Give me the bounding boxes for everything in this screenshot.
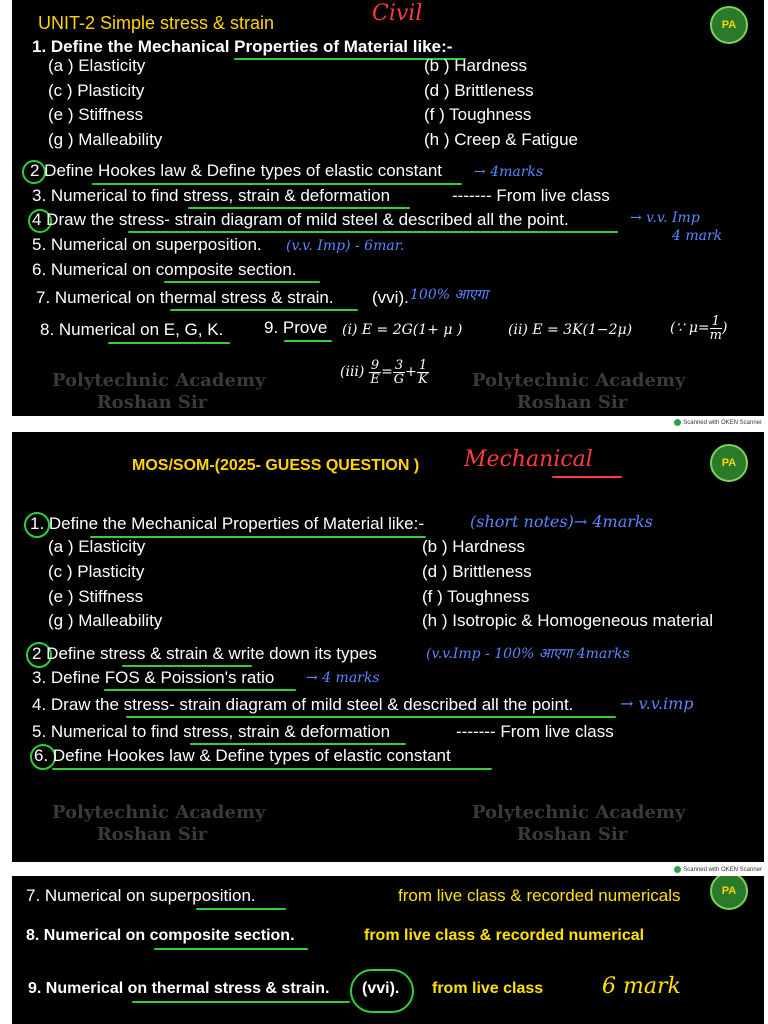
short-notes-note: (short notes)→ 4marks bbox=[470, 512, 653, 531]
underline bbox=[196, 908, 286, 910]
question-5: 5. Numerical on superposition. bbox=[32, 235, 262, 254]
underline bbox=[132, 1001, 350, 1003]
question-2: 2 Define stress & strain & write down its types bbox=[32, 644, 377, 663]
bullet-creep-fatigue: (h ) Creep & Fatigue bbox=[424, 130, 579, 149]
underline bbox=[128, 231, 618, 233]
bullet-malleability: (g ) Malleability bbox=[48, 611, 163, 630]
imp-note: (v.v.Imp - 100% आएगा 4marks bbox=[426, 646, 630, 662]
marks-note: 6 mark bbox=[602, 974, 681, 999]
imp-note: → v.v. Imp bbox=[630, 210, 700, 226]
live-class-note: ------- From live class bbox=[456, 722, 614, 741]
underline bbox=[154, 948, 308, 950]
scanner-stamp: Scanned with OKEN Scanner bbox=[674, 419, 762, 426]
question-1: 1. Define the Mechanical Properties of Material like:- bbox=[32, 37, 453, 56]
bullet-brittleness: (d ) Brittleness bbox=[424, 81, 534, 100]
underline bbox=[284, 340, 332, 342]
recorded-numericals-note: from live class & recorded numericals bbox=[398, 886, 681, 905]
bullet-isotropic: (h ) Isotropic & Homogeneous material bbox=[422, 611, 714, 630]
underline bbox=[190, 743, 406, 745]
question-6: 6. Define Hookes law & Define types of elastic constant bbox=[34, 746, 451, 765]
prove-formula-ii: (ii) E = 3K(1−2μ) bbox=[508, 322, 633, 338]
bullet-stiffness: (e ) Stiffness bbox=[48, 587, 144, 606]
underline bbox=[108, 342, 230, 344]
bullet-brittleness: (d ) Brittleness bbox=[422, 562, 532, 581]
recorded-numerical-note: from live class & recorded numerical bbox=[364, 927, 645, 944]
underline bbox=[170, 309, 358, 311]
poisson-condition: (∵ μ= $\frac{1}{m}$ ) bbox=[670, 313, 728, 343]
bullet-plasticity: (c ) Plasticity bbox=[48, 81, 145, 100]
bullet-hardness: (b ) Hardness bbox=[422, 537, 525, 556]
question-3: 3. Numerical to find stress, strain & deformation bbox=[32, 186, 391, 205]
underline bbox=[122, 665, 252, 667]
academy-logo-icon: PA bbox=[710, 6, 748, 44]
question-4: 4. Draw the stress- strain diagram of mild steel & described all the point. bbox=[32, 695, 574, 714]
underline bbox=[52, 768, 492, 770]
question-9: 9. Numerical on thermal stress & strain. bbox=[28, 980, 330, 997]
bullet-plasticity: (c ) Plasticity bbox=[48, 562, 145, 581]
vvi-tag: (vvi). bbox=[362, 980, 400, 997]
bullet-elasticity: (a ) Elasticity bbox=[48, 56, 146, 75]
academy-logo-icon: PA bbox=[710, 444, 748, 482]
panel-civil-unit2 bbox=[12, 0, 764, 416]
prove-formula-iii: (iii) $\frac{9}{E}$ = $\frac{3}{G}$ + $\frac{1}{K}$ bbox=[340, 357, 428, 387]
underline bbox=[164, 281, 320, 283]
imp-note: (v.v. Imp) - 6mar. bbox=[286, 238, 405, 254]
mechanical-handwritten-note: Mechanical bbox=[464, 447, 593, 472]
watermark-right: Polytechnic Academy Roshan Sir bbox=[472, 370, 686, 413]
watermark-right: Polytechnic Academy Roshan Sir bbox=[472, 802, 686, 845]
unit-heading: UNIT-2 Simple stress & strain bbox=[38, 13, 275, 33]
question-7: 7. Numerical on superposition. bbox=[26, 886, 256, 905]
bullet-hardness: (b ) Hardness bbox=[424, 56, 527, 75]
marks-note: → 4marks bbox=[474, 164, 544, 180]
bullet-toughness: (f ) Toughness bbox=[422, 587, 530, 606]
civil-handwritten-note: Civil bbox=[372, 1, 423, 26]
panel-mechanical-guess bbox=[12, 432, 764, 862]
vvi-tag: (vvi). bbox=[372, 288, 409, 307]
question-4: 4 Draw the stress- strain diagram of mild steel & described all the point. bbox=[32, 210, 569, 229]
question-8: 8. Numerical on composite section. bbox=[26, 927, 295, 944]
bullet-elasticity: (a ) Elasticity bbox=[48, 537, 146, 556]
question-9-label: 9. Prove bbox=[264, 318, 328, 337]
academy-logo-icon: PA bbox=[710, 876, 748, 910]
bullet-toughness: (f ) Toughness bbox=[424, 105, 532, 124]
live-class-note: from live class bbox=[432, 980, 544, 997]
question-7: 7. Numerical on thermal stress & strain. bbox=[36, 288, 334, 307]
question-2: 2 Define Hookes law & Define types of elastic constant bbox=[30, 161, 442, 180]
underline bbox=[188, 207, 410, 209]
underline bbox=[104, 689, 296, 691]
bullet-stiffness: (e ) Stiffness bbox=[48, 105, 144, 124]
question-6: 6. Numerical on composite section. bbox=[32, 260, 297, 279]
underline bbox=[552, 476, 622, 478]
question-5: 5. Numerical to find stress, strain & deformation bbox=[32, 722, 391, 741]
underline bbox=[92, 183, 462, 185]
live-class-note: ------- From live class bbox=[452, 186, 610, 205]
scanner-logo-icon bbox=[674, 419, 681, 426]
panel-numericals bbox=[12, 876, 764, 1024]
question-3: 3. Define FOS & Poission's ratio bbox=[32, 668, 275, 687]
bullet-malleability: (g ) Malleability bbox=[48, 130, 163, 149]
scanner-stamp: Scanned with OKEN Scanner bbox=[674, 866, 762, 873]
assured-note: 100% आएगा bbox=[410, 287, 489, 303]
question-8: 8. Numerical on E, G, K. bbox=[40, 320, 224, 339]
marks-note: → 4 marks bbox=[306, 670, 380, 686]
guess-heading: MOS/SOM-(2025- GUESS QUESTION ) bbox=[132, 457, 420, 474]
marks-note: 4 mark bbox=[672, 228, 723, 244]
prove-formula-i: (i) E = 2G(1+ μ ) bbox=[342, 322, 463, 338]
scanner-logo-icon bbox=[674, 866, 681, 873]
watermark-left: Polytechnic Academy Roshan Sir bbox=[52, 370, 266, 413]
underline bbox=[126, 716, 616, 718]
question-1: 1. Define the Mechanical Properties of Material like:- bbox=[30, 514, 425, 533]
imp-note: → v.v.imp bbox=[620, 694, 694, 713]
watermark-left: Polytechnic Academy Roshan Sir bbox=[52, 802, 266, 845]
